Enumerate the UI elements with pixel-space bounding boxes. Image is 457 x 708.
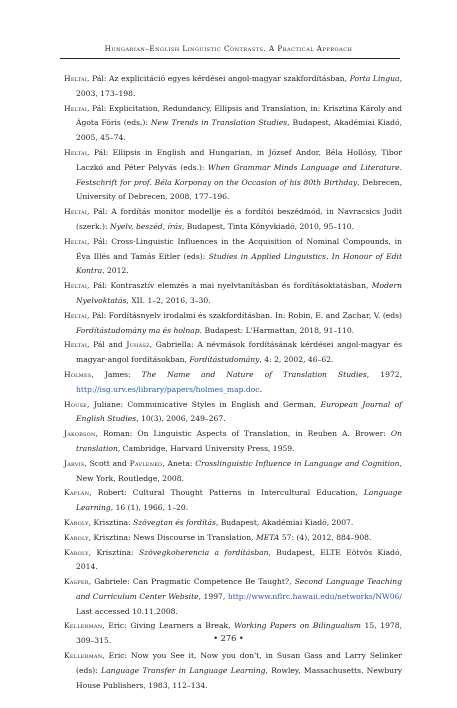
reference-text: 57: (4), 2012, 884–908. xyxy=(279,532,372,542)
reference-entry xyxy=(64,516,402,531)
reference-text: 15, 1978, 309–315. xyxy=(76,621,402,646)
reference-url[interactable]: http://www.nflrc.hawaii.edu/networks/NW06/ xyxy=(227,591,402,601)
reference-title: Studies in Applied Linguistics, In Honour of Edit Kontra xyxy=(76,251,402,276)
reference-text: , 10(3), 2006, 249–267. xyxy=(136,414,226,424)
reference-text: , James: xyxy=(91,369,142,379)
reference-text: , Pál: Az explicitáció egyes kérdései angol-magyar szakfordításban, xyxy=(87,74,350,83)
reference-entry xyxy=(64,309,402,339)
reference-entry xyxy=(64,427,402,457)
author-surname: Heltai xyxy=(64,147,88,157)
reference-text: , Robert: Cultural Thought Patterns in Intercultural Education, xyxy=(89,488,364,498)
reference-text: . Budapest: L'Harmattan, 2018, 91–110. xyxy=(199,325,355,335)
reference-text: , Gabriella: A névmások fordításának kérdései angol-magyar és magyar-angol fordításokban, xyxy=(76,340,402,365)
author-surname: Heltai xyxy=(64,103,88,113)
reference-text: , Budapest, Tinta Könyvkiadó, 2010, 95–110. xyxy=(181,221,354,231)
author-surname: Heltai xyxy=(64,236,88,246)
reference-title: Language Transfer in Language Learning xyxy=(101,665,266,675)
reference-entry xyxy=(64,235,402,279)
reference-text: , Pál: Cross-Linguistic Influences in the Acquisition of Nominal Compounds, in Éva Illés and Tamás Eitler (eds): xyxy=(76,236,402,261)
author-surname: Heltai xyxy=(64,340,88,350)
reference-title: European Journal of English Studies xyxy=(76,399,402,424)
author-surname: Heltai xyxy=(64,207,88,217)
reference-title: New Trends in Translation Studies xyxy=(150,118,288,128)
reference-entry xyxy=(64,649,402,693)
reference-title: The Name and Nature of Translation Studies xyxy=(141,369,367,379)
reference-title: Crosslinguistic Influence in Language and Cognition xyxy=(195,458,400,468)
reference-text: , Krisztina: News Discourse in Translation, xyxy=(88,532,256,542)
reference-text: , Pál: Kontrasztív elemzés a mai nyelvtanításban és fordításoktatásban, xyxy=(87,281,372,291)
header-rule xyxy=(60,58,400,59)
author-surname: Heltai xyxy=(64,281,88,291)
author-surname: Károly xyxy=(64,517,89,527)
reference-entry xyxy=(64,146,402,205)
reference-text: , Budapest, Akadémiai Kiadó, 2007. xyxy=(215,517,354,527)
author-surname: House xyxy=(64,399,88,409)
reference-text: , XII. 1–2, 2016, 3–30. xyxy=(126,295,211,305)
reference-text: . xyxy=(259,384,262,394)
reference-text: , Budapest, ELTE Eötvös Kiadó, 2014. xyxy=(76,547,403,572)
reference-text: , Aneta: xyxy=(162,458,196,468)
reference-text: , Pál: Ellipsis in English and Hungarian, in József Andor, Béla Hollósy, Tibor Laczkó and Péter Pelyvás (eds.): xyxy=(76,147,402,172)
reference-text: , 16 (1), 1966, 1–20. xyxy=(110,503,189,513)
reference-entry xyxy=(64,72,402,102)
reference-text: , Pál: Explicitation, Redundancy, Ellipsis and Translation, in: Krisztina Károly and Ágota Fóris (eds.): xyxy=(76,103,402,128)
reference-title: META xyxy=(255,532,280,542)
reference-text: , Rowley, Massachusetts, Newbury House Publishers, 1983, 112–134. xyxy=(76,665,402,690)
author-surname: Kellerman xyxy=(64,651,103,661)
reference-title: Fordítástudomány xyxy=(189,355,260,365)
reference-entry xyxy=(64,279,402,309)
reference-text: , 1997, xyxy=(198,591,228,601)
reference-text: , Cambridge, Harvard University Press, 1959. xyxy=(117,443,295,453)
reference-text: , Roman: On Linguistic Aspects of Translation, in Reuben A. Brower: xyxy=(95,429,391,439)
reference-title: Szövegkoherencia a fordításban xyxy=(138,547,269,557)
reference-text: , Scott and xyxy=(84,458,130,468)
reference-text: , 2012. xyxy=(102,266,129,276)
author-surname: Kasper xyxy=(64,577,89,587)
reference-entry xyxy=(64,546,402,576)
reference-title: Porta Lingua xyxy=(349,74,400,83)
reference-text: , Budapest, Akadémiai Kiadó, 2005, 45–74. xyxy=(76,118,402,143)
reference-entry xyxy=(64,531,402,546)
reference-text: , Pál: Fordításnyelv irodalmi és szakfordításban. In: Robin, E. and Zachar, V. (eds) xyxy=(87,310,402,320)
reference-entry xyxy=(64,575,402,619)
page-footer xyxy=(0,633,457,643)
reference-text: , 4: 2, 2002, 46–62. xyxy=(259,355,334,365)
reference-entry xyxy=(64,486,402,516)
author-surname: Kellerman xyxy=(64,621,103,631)
reference-title: Modern Nyelvoktatás xyxy=(76,281,402,305)
reference-text: , 2003, 173–198. xyxy=(76,74,402,98)
reference-text: , Pál: A fordítás monitor modellje és a fordítói beszédmód, in Navracsics Judit (szerk.): xyxy=(76,207,402,231)
reference-title: Second Language Teaching and Curriculum Center Website xyxy=(76,577,403,601)
reference-text: , New York, Routledge, 2008. xyxy=(76,458,402,483)
reference-title: When Grammar Minds Language and Literature. Festschrift for prof. Béla Korponay on the Occasion of his 80th Birthday xyxy=(76,162,402,187)
reference-title: Working Papers on Bilingualism xyxy=(234,621,361,631)
author-surname: Károly xyxy=(64,532,89,542)
reference-title: Nyelv, beszéd, írás xyxy=(109,221,182,231)
reference-text: , Juliane: Communicative Styles in English and German, xyxy=(87,399,321,409)
reference-entry xyxy=(64,368,402,398)
reference-title: Language Learning xyxy=(76,488,402,513)
reference-entry xyxy=(64,457,402,487)
bullet-marker: • xyxy=(238,633,244,643)
reference-text: , 1972, xyxy=(366,369,402,379)
reference-text: , Eric: Giving Learners a Break, xyxy=(102,621,235,631)
bullet-marker: • xyxy=(213,633,219,643)
reference-entry xyxy=(64,338,402,368)
reference-url[interactable]: http://isg.urv.es/library/papers/holmes_map.doc xyxy=(76,384,260,394)
reference-title: Fordítástudomány ma és holnap xyxy=(76,325,200,335)
author-surname: Juhász xyxy=(126,340,150,350)
author-surname: Heltai xyxy=(64,310,88,320)
author-surname: Jakobson xyxy=(64,429,96,439)
running-header: Hungarian–English Linguistic Contrasts. A Practical Approach xyxy=(104,44,353,53)
reference-title: On translation xyxy=(76,429,402,453)
author-surname: Jarvis xyxy=(64,458,85,468)
reference-title: Szövegtan és fordítás xyxy=(132,517,216,527)
author-surname: Pavlenko xyxy=(129,458,163,468)
reference-text: , Pál and xyxy=(87,340,127,350)
reference-text: , Gabriele: Can Pragmatic Competence Be Taught?, xyxy=(88,577,295,587)
author-surname: Holmes xyxy=(64,369,92,379)
reference-text: Last accessed 10.11.2008. xyxy=(76,606,178,616)
reference-text: , Krisztina: xyxy=(88,547,139,557)
reference-entry xyxy=(64,205,402,235)
author-surname: Heltai xyxy=(64,74,88,83)
reference-text: , Krisztina: xyxy=(88,517,133,527)
reference-entry xyxy=(64,398,402,428)
reference-entry xyxy=(64,102,402,146)
reference-text: , Debrecen, University of Debrecen, 2008, 177–196. xyxy=(76,177,402,202)
page-number: 276 xyxy=(220,633,237,643)
author-surname: Kaplan xyxy=(64,488,90,498)
reference-text: , Eric: Now you See it, Now you don't, in Susan Gass and Larry Selinker (eds): xyxy=(76,651,402,675)
author-surname: Károly xyxy=(64,547,89,557)
bibliography-list xyxy=(64,72,402,693)
